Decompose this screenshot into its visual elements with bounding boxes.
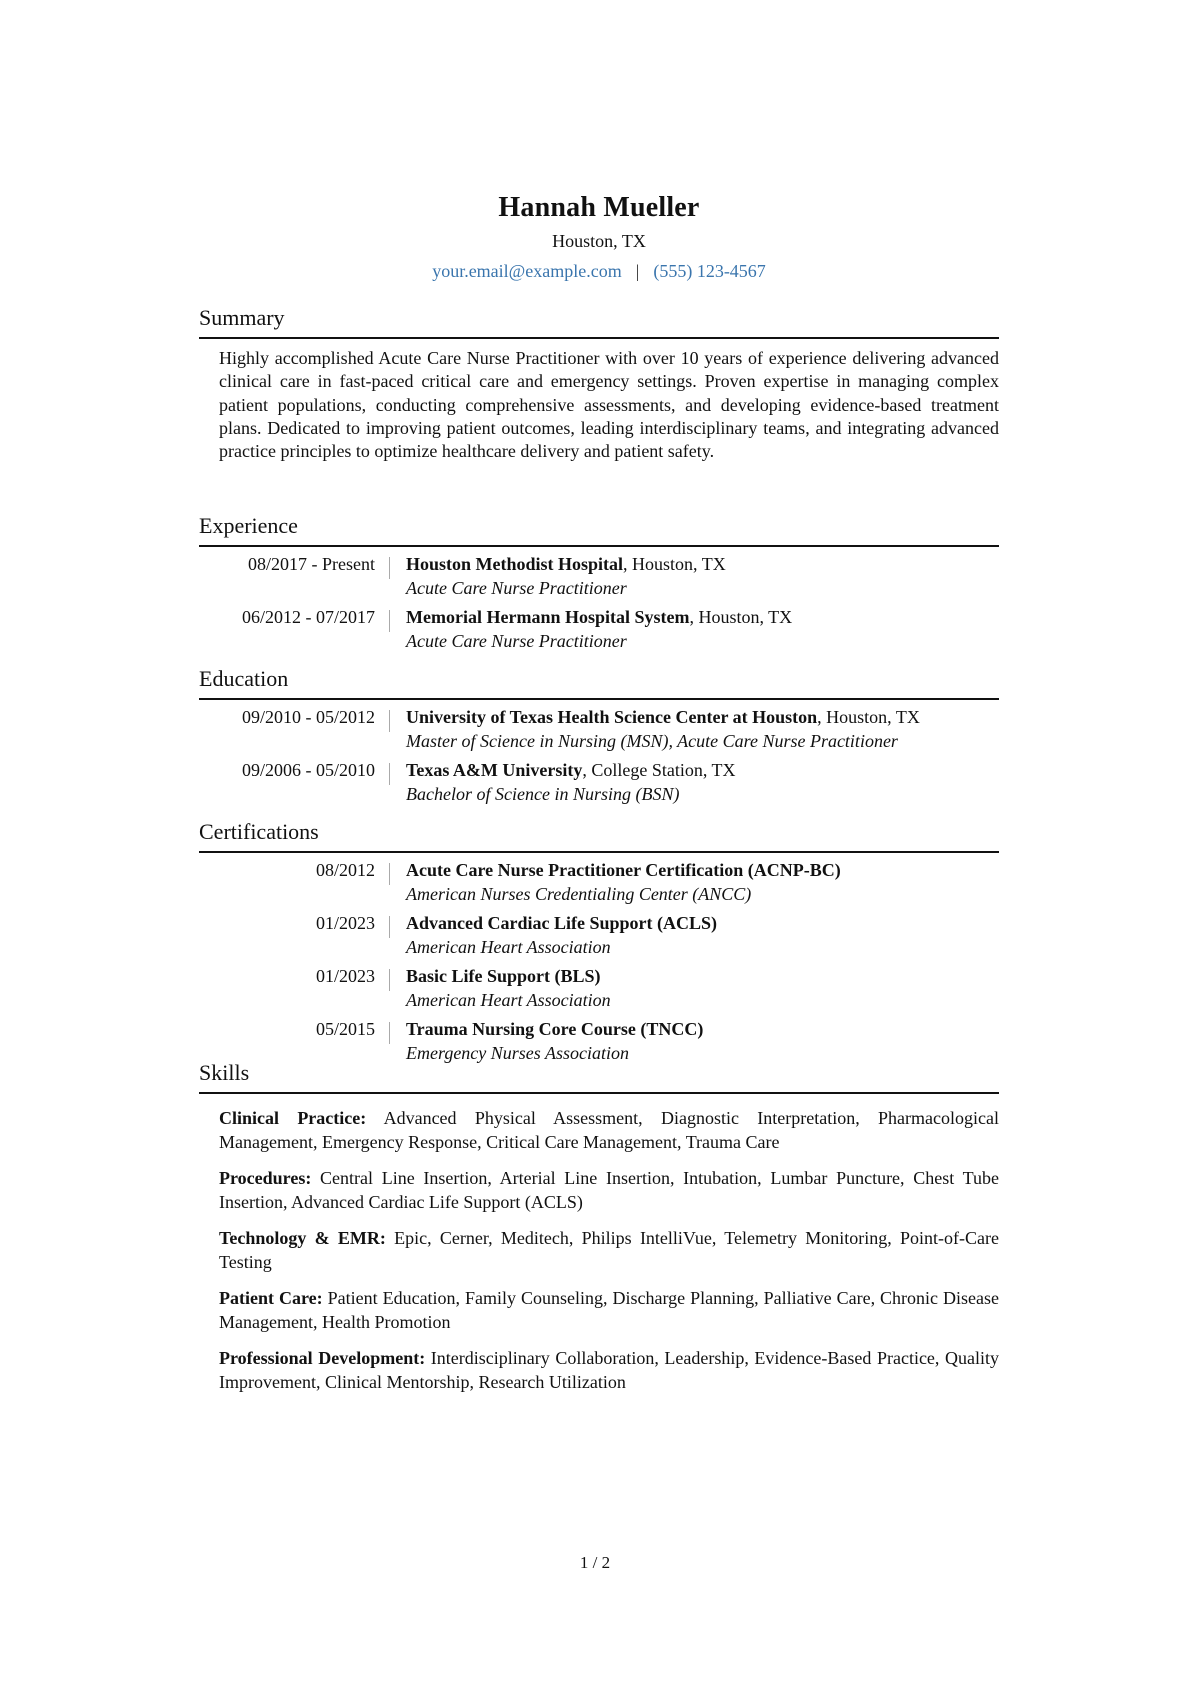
school-location: , Houston, TX (817, 707, 920, 727)
entry-date: 08/2017 - Present (248, 554, 375, 574)
certification-entry (199, 859, 999, 906)
skills-section (199, 1059, 999, 1394)
section-title-certifications: Certifications (199, 819, 319, 844)
entry-date: 09/2010 - 05/2012 (242, 707, 375, 727)
certification-entry (199, 1018, 999, 1065)
entry-date: 01/2023 (315, 913, 375, 933)
resume-header (199, 191, 999, 283)
job-title: Acute Care Nurse Practitioner (406, 577, 627, 598)
skill-label: Technology & EMR: (219, 1228, 386, 1248)
employer-name: Houston Methodist Hospital (406, 554, 624, 574)
summary-section (199, 304, 999, 463)
phone-link[interactable]: (555) 123-4567 (653, 261, 766, 281)
section-title-skills: Skills (199, 1060, 250, 1085)
certifications-section (199, 818, 999, 1065)
certification-issuer: Emergency Nurses Association (406, 1042, 629, 1063)
section-divider (199, 337, 999, 339)
skill-list: Epic, Cerner, Meditech, Philips IntelliVue, Telemetry Monitoring, Point-of-Care Testing (219, 1228, 999, 1272)
skill-group (219, 1347, 999, 1394)
degree: Master of Science in Nursing (MSN), Acute Care Nurse Practitioner (406, 730, 898, 751)
education-entry (199, 759, 999, 806)
entry-date: 06/2012 - 07/2017 (242, 607, 375, 627)
section-divider (199, 698, 999, 700)
candidate-location: Houston, TX (552, 231, 646, 251)
section-divider (199, 1092, 999, 1094)
degree: Bachelor of Science in Nursing (BSN) (406, 783, 680, 804)
section-divider (199, 545, 999, 547)
skill-label: Patient Care: (219, 1288, 323, 1308)
entry-date: 05/2015 (315, 1019, 375, 1039)
certification-name: Advanced Cardiac Life Support (ACLS) (406, 913, 718, 933)
school-name: Texas A&M University (406, 760, 583, 780)
employer-location: , Houston, TX (623, 554, 726, 574)
skill-group (219, 1167, 999, 1214)
entry-date: 01/2023 (315, 966, 375, 986)
employer-location: , Houston, TX (689, 607, 793, 627)
skill-label: Clinical Practice: (219, 1108, 367, 1128)
certification-entry (199, 965, 999, 1012)
certification-issuer: American Nurses Credentialing Center (ANCC) (406, 883, 752, 904)
certification-issuer: American Heart Association (406, 936, 611, 957)
section-title-experience: Experience (199, 513, 298, 538)
entry-date: 09/2006 - 05/2010 (242, 760, 375, 780)
skill-list: Advanced Physical Assessment, Diagnostic Interpretation, Pharmacological Management, Emergency Response, Critical Care Management, Trauma Care (219, 1108, 999, 1152)
page-number: 1 / 2 (579, 1553, 611, 1572)
skill-group (219, 1287, 999, 1334)
certification-name: Basic Life Support (BLS) (406, 966, 601, 986)
candidate-name: Hannah Mueller (498, 192, 700, 223)
employer-name: Memorial Hermann Hospital System (406, 607, 690, 627)
email-link[interactable]: your.email@example.com (432, 261, 622, 281)
school-name: University of Texas Health Science Center at Houston (406, 707, 818, 727)
education-entry (199, 706, 999, 753)
section-title-education: Education (199, 666, 289, 691)
job-title: Acute Care Nurse Practitioner (406, 630, 627, 651)
section-title-summary: Summary (199, 305, 285, 330)
skill-list: Central Line Insertion, Arterial Line Insertion, Intubation, Lumbar Puncture, Chest Tube Insertion, Advanced Cardiac Life Support (ACLS) (219, 1168, 999, 1212)
experience-entry (199, 606, 999, 653)
certification-name: Trauma Nursing Core Course (TNCC) (406, 1019, 704, 1039)
certification-issuer: American Heart Association (406, 989, 611, 1010)
certification-entry (199, 912, 999, 959)
section-divider (199, 851, 999, 853)
entry-date: 08/2012 (315, 860, 375, 880)
skill-list: Interdisciplinary Collaboration, Leadership, Evidence-Based Practice, Quality Improvement, Clinical Mentorship, Research Utilization (219, 1348, 999, 1392)
skill-group (219, 1107, 999, 1154)
summary-text: Highly accomplished Acute Care Nurse Practitioner with over 10 years of experience delivering advanced clinical care in fast-paced critical care and emergency settings. Proven expertise in managing complex patient populations, conducting comprehensive assessments, and developing evidence-based treatment plans. Dedicated to improving patient outcomes, leading interdisciplinary teams, and integrating advanced practice principles to optimize healthcare delivery and patient safety. (219, 348, 999, 462)
skill-list: Patient Education, Family Counseling, Discharge Planning, Palliative Care, Chronic Disease Management, Health Promotion (219, 1288, 1000, 1332)
skill-group (219, 1227, 999, 1274)
experience-entry (199, 553, 999, 600)
experience-section (199, 512, 999, 653)
skill-label: Professional Development: (219, 1348, 426, 1368)
contact-separator: | (635, 261, 640, 281)
certification-name: Acute Care Nurse Practitioner Certification (ACNP-BC) (406, 860, 841, 880)
skill-label: Procedures: (219, 1168, 312, 1188)
education-section (199, 665, 999, 806)
school-location: , College Station, TX (582, 760, 736, 780)
contact-line (199, 259, 999, 283)
